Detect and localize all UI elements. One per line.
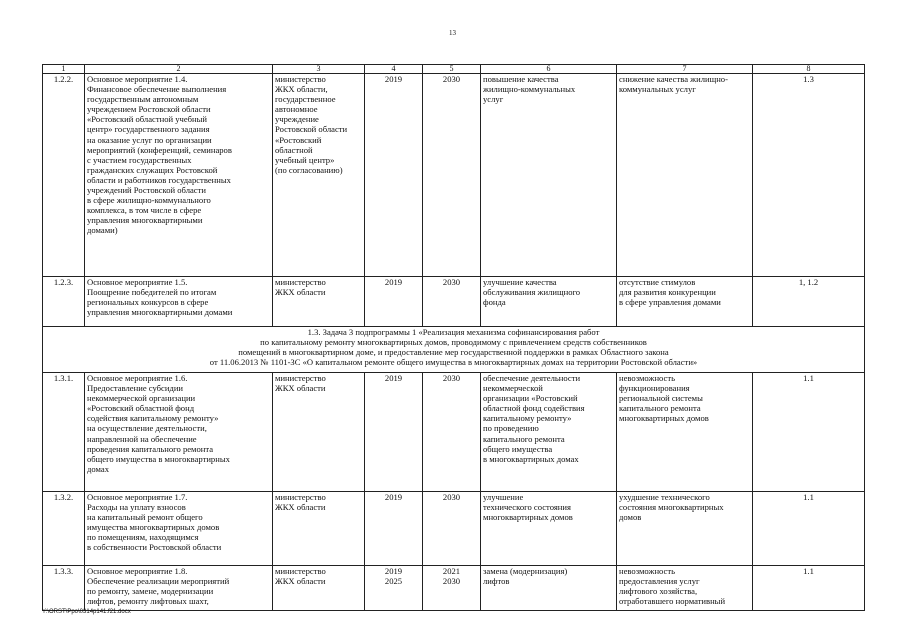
table-row (43, 566, 865, 611)
end-year: 2021 2030 (423, 566, 481, 611)
executor: министерство ЖКХ области (273, 492, 365, 566)
expected-result: замена (модернизация) лифтов (481, 566, 617, 611)
executor: министерство ЖКХ области (273, 566, 365, 611)
indicator-link: 1.1 (753, 373, 865, 492)
start-year: 2019 (365, 74, 423, 277)
consequence: отсутствие стимулов для развития конкуренции в сфере управления домами (617, 277, 753, 327)
start-year: 2019 (365, 492, 423, 566)
measure-name: Основное мероприятие 1.6. Предоставление субсидии некоммерческой организации «Ростовский областной фонд содействия капитальному ремонту» на осуществление деятельности, направленной на обеспечение проведения капитального ремонта общего имущества в многоквартирных домах (85, 373, 273, 492)
column-header: 2 (85, 65, 273, 74)
end-year: 2030 (423, 373, 481, 492)
task-heading-row (43, 327, 865, 373)
start-year: 2019 (365, 373, 423, 492)
column-header: 7 (617, 65, 753, 74)
executor: министерство ЖКХ области, государственное автономное учреждение Ростовской области «Ростовский областной учебный центр» (по согласованию) (273, 74, 365, 277)
task-heading: 1.3. Задача 3 подпрограммы 1 «Реализация механизма софинансирования работ по капитальному ремонту многоквартирных домов, проводимому с привлечением средств собственников помещений в многоквартирном доме, и предоставление мер государственной поддержки в рамках Областного закона от 11.06.2013 № 1101-ЗС «О капитальном ремонте общего имущества в многоквартирных домах на территории Ростовской области» (43, 327, 865, 373)
expected-result: улучшение технического состояния многоквартирных домов (481, 492, 617, 566)
executor: министерство ЖКХ области (273, 373, 365, 492)
table-row (43, 373, 865, 492)
column-header: 6 (481, 65, 617, 74)
file-path-footer: Y:\ORST\Ppo\0314p141.f21.docx (42, 609, 131, 615)
row-number: 1.2.2. (43, 74, 85, 277)
measures-table (42, 64, 865, 611)
indicator-link: 1, 1.2 (753, 277, 865, 327)
executor: министерство ЖКХ области (273, 277, 365, 327)
column-header: 8 (753, 65, 865, 74)
consequence: снижение качества жилищно- коммунальных услуг (617, 74, 753, 277)
table-row (43, 74, 865, 277)
measure-name: Основное мероприятие 1.8. Обеспечение реализации мероприятий по ремонту, замене, модернизации лифтов, ремонту лифтовых шахт, (85, 566, 273, 611)
start-year: 2019 2025 (365, 566, 423, 611)
measure-name: Основное мероприятие 1.4. Финансовое обеспечение выполнения государственным автономным учреждением Ростовской области «Ростовский областной учебный центр» государственного задания на оказание услуг по организации мероприятий (конференций, семинаров с участием государственных гражданских служащих Ростовской области и работников государственных учреждений Ростовской области в сфере жилищно-коммунального комплекса, в том числе в сфере управления многоквартирными домами) (85, 74, 273, 277)
indicator-link: 1.1 (753, 566, 865, 611)
row-number: 1.3.2. (43, 492, 85, 566)
row-number: 1.3.3. (43, 566, 85, 611)
column-header: 1 (43, 65, 85, 74)
consequence: ухудшение технического состояния многоквартирных домов (617, 492, 753, 566)
page-number: 13 (449, 29, 456, 37)
expected-result: улучшение качества обслуживания жилищного фонда (481, 277, 617, 327)
start-year: 2019 (365, 277, 423, 327)
consequence: невозможность предоставления услуг лифтового хозяйства, отработавшего нормативный (617, 566, 753, 611)
expected-result: повышение качества жилищно-коммунальных услуг (481, 74, 617, 277)
measure-name: Основное мероприятие 1.7. Расходы на уплату взносов на капитальный ремонт общего имущества многоквартирных домов по помещениям, находящимся в собственности Ростовской области (85, 492, 273, 566)
consequence: невозможность функционирования региональной системы капитального ремонта многоквартирных домов (617, 373, 753, 492)
indicator-link: 1.3 (753, 74, 865, 277)
column-header: 4 (365, 65, 423, 74)
end-year: 2030 (423, 492, 481, 566)
indicator-link: 1.1 (753, 492, 865, 566)
column-header: 3 (273, 65, 365, 74)
measure-name: Основное мероприятие 1.5. Поощрение победителей по итогам региональных конкурсов в сфере управления многоквартирными домами (85, 277, 273, 327)
column-header: 5 (423, 65, 481, 74)
table-row (43, 277, 865, 327)
table-row (43, 492, 865, 566)
end-year: 2030 (423, 74, 481, 277)
end-year: 2030 (423, 277, 481, 327)
row-number: 1.2.3. (43, 277, 85, 327)
column-numbers-row (43, 65, 865, 74)
expected-result: обеспечение деятельности некоммерческой организации «Ростовский областной фонд содействия капитальному ремонту» по проведению капитального ремонта общего имущества в многоквартирных домах (481, 373, 617, 492)
row-number: 1.3.1. (43, 373, 85, 492)
